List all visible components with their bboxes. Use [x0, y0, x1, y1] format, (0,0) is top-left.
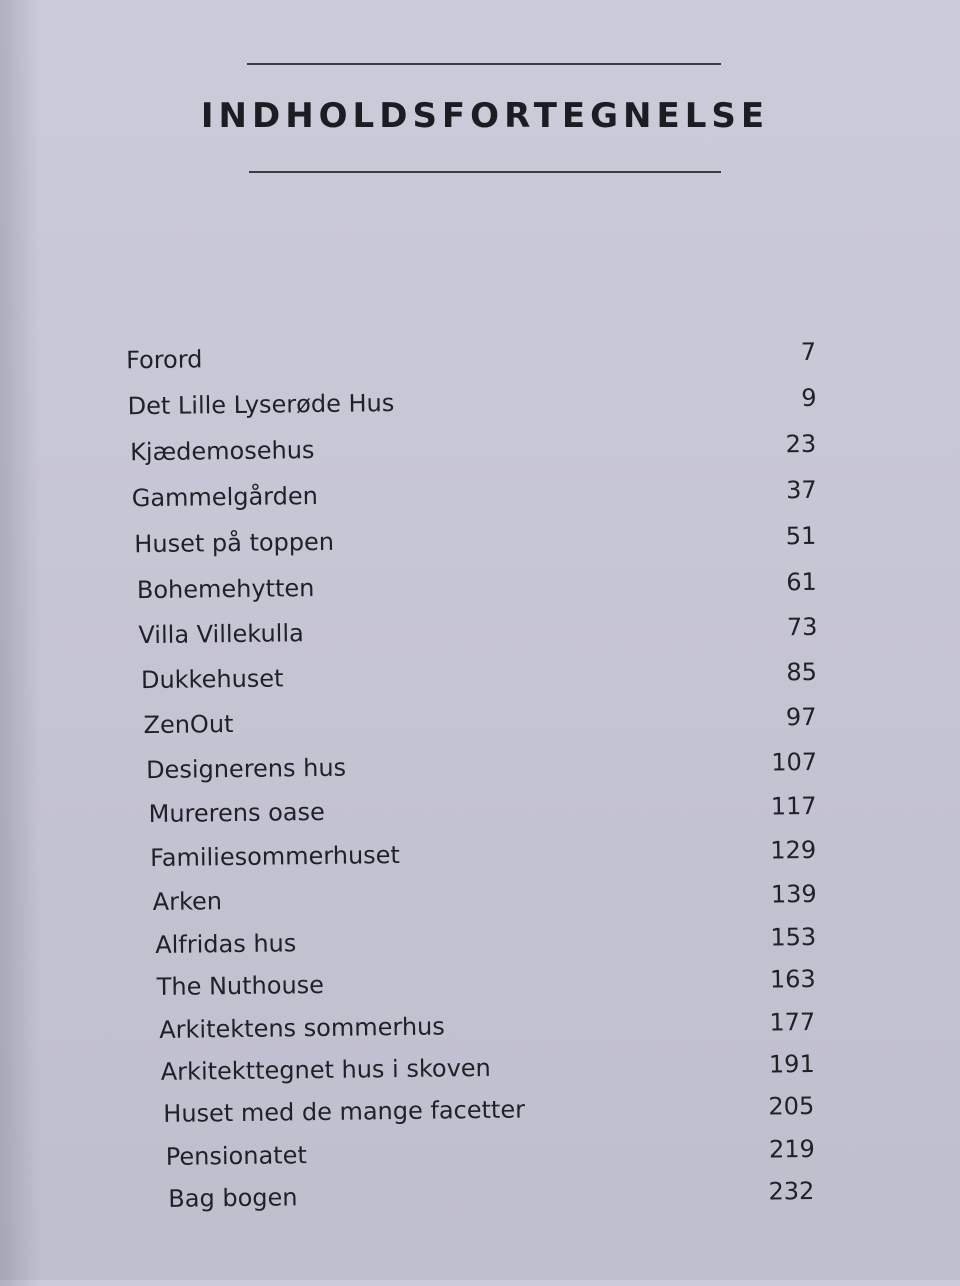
toc-entry-title: Arken: [152, 887, 223, 917]
toc-entry: [143, 703, 816, 745]
toc-entry-title: Pensionatet: [165, 1141, 307, 1171]
toc-entry: [141, 658, 817, 700]
toc-entry-title: Kjædemosehus: [130, 436, 315, 467]
toc-entry-title: The Nuthouse: [156, 970, 325, 1001]
toc-entry-page: 153: [770, 922, 817, 952]
toc-entry-page: 9: [801, 383, 817, 413]
toc-entry-page: 7: [800, 337, 817, 367]
toc-entry: [159, 1008, 815, 1050]
toc-entry: [163, 1092, 814, 1134]
toc-entry: [137, 568, 817, 610]
toc-entry-title: Huset på toppen: [134, 527, 335, 559]
toc-entry: [157, 965, 816, 1007]
toc-entry-title: Bohemehytten: [136, 574, 315, 605]
toc-entry: [166, 1135, 815, 1177]
toc-entry-title: Gammelgården: [131, 481, 319, 513]
toc-entry-page: 163: [769, 964, 816, 994]
toc-entry-title: Forord: [125, 345, 203, 375]
toc-entry-page: 191: [768, 1049, 815, 1079]
page-title: INDHOLDSFORTEGNELSE: [200, 96, 770, 136]
toc-entry-page: 205: [768, 1091, 815, 1121]
toc-entry-page: 232: [768, 1176, 815, 1206]
toc-entry-title: Designerens hus: [145, 753, 347, 785]
toc-entry: [168, 1177, 814, 1219]
toc-entry-title: Dukkehuset: [140, 664, 284, 695]
toc-entry-title: Det Lille Lyserøde Hus: [127, 389, 395, 421]
toc-entry-title: Alfridas hus: [155, 929, 297, 959]
toc-entry-page: 97: [785, 702, 817, 732]
toc-entry: [155, 923, 816, 965]
toc-entry-page: 219: [768, 1134, 815, 1164]
toc-entry-page: 129: [770, 835, 817, 865]
toc-entry: [161, 1050, 815, 1092]
toc-entry-title: Bag bogen: [168, 1183, 298, 1213]
toc-entry: [130, 430, 816, 472]
toc-entry-page: 23: [785, 429, 817, 459]
toc-entry-page: 85: [786, 657, 818, 687]
toc-entry-title: Arkitekttegnet hus i skoven: [160, 1053, 491, 1086]
toc-entry: [134, 522, 816, 564]
toc-entry: [132, 476, 817, 518]
toc-entry-page: 73: [786, 612, 818, 642]
toc-entry-title: ZenOut: [143, 710, 234, 740]
toc-entry-page: 117: [770, 791, 817, 821]
toc-entry: [138, 613, 817, 655]
toc-entry: [146, 748, 817, 790]
toc-entry-title: Huset med de mange facetter: [163, 1095, 526, 1128]
toc-entry-page: 107: [771, 747, 818, 777]
toc-entry: [148, 792, 816, 834]
toc-entry-title: Villa Villekulla: [138, 619, 304, 650]
toc-entry-title: Familiesommerhuset: [150, 840, 401, 873]
toc-entry-page: 177: [769, 1007, 816, 1037]
toc-entry-title: Arkitektens sommerhus: [159, 1012, 445, 1044]
toc-entry: [153, 880, 817, 922]
toc-entry: [126, 338, 816, 380]
toc-entry: [150, 836, 816, 878]
toc-entry-page: 37: [786, 475, 817, 505]
toc-entry-title: Murerens oase: [148, 797, 325, 829]
toc-entry: [127, 384, 816, 426]
toc-entry-page: 51: [785, 521, 817, 551]
toc-entry-page: 139: [770, 879, 817, 909]
toc-entry-page: 61: [786, 567, 818, 597]
